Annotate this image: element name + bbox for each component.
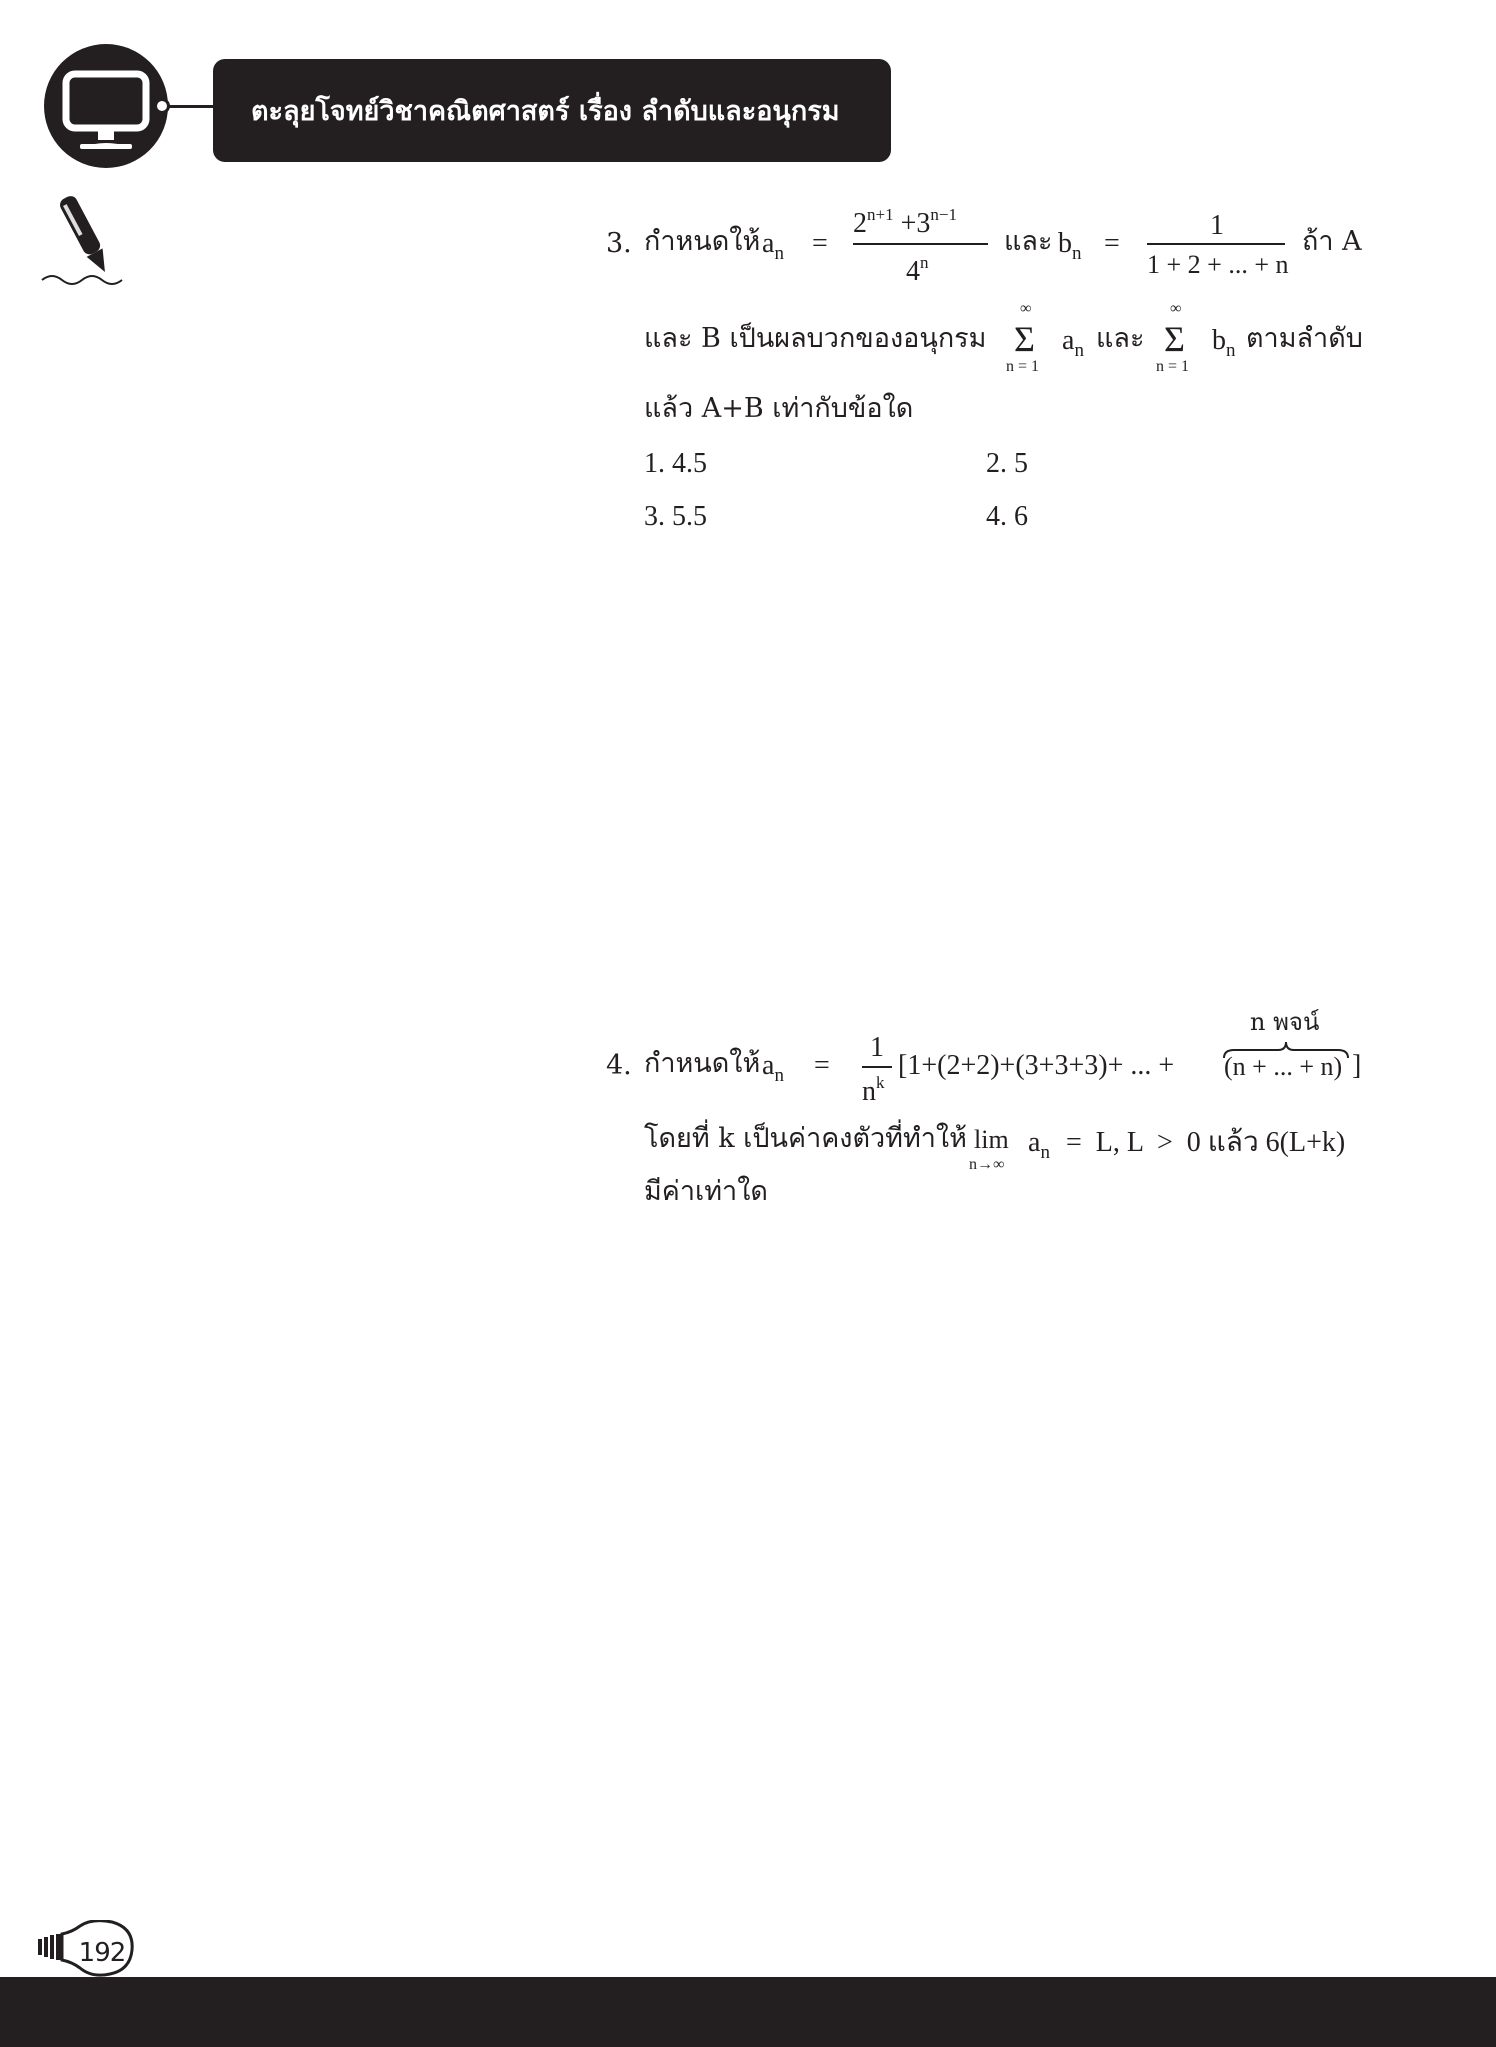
q3-sum-b-n [1212,325,1236,361]
q4-a-symbol: a [762,1050,775,1081]
q3-sigma1-lower: n = 1 [1006,358,1040,375]
q3-line2-mid: และ [1096,323,1145,354]
q4-last-term: (n + ... + n) [1224,1052,1343,1081]
q3-num-exp1: n+1 [867,205,894,224]
q4-den-base: n [862,1076,876,1107]
q3-sigma1-inf: ∞ [1020,300,1032,317]
q3-bn-numerator: 1 [1210,210,1224,241]
q4-number: 4. [606,1050,632,1081]
q3-sigma1: Σ [1014,319,1035,359]
page-number: 192 [78,1938,126,1968]
pen-icon [38,190,124,290]
footer-bar [0,1977,1496,2047]
q3-and-1: และ [1004,226,1053,257]
q3-num-exp2: n−1 [930,205,957,224]
q4-lim-a-n [1028,1127,1050,1163]
q3-sigma2-inf: ∞ [1170,300,1182,317]
q4-frac-denominator [862,1073,885,1107]
q4-fraction-line [862,1066,892,1068]
q3-if-a: ถ้า A [1302,226,1362,257]
q4-frac-numerator: 1 [870,1032,884,1063]
q3-an-numerator [853,205,957,239]
q4-den-exp: k [876,1073,885,1092]
q4-a-subscript: n [774,1065,784,1086]
q3-a-subscript: n [774,243,784,264]
q3-den-base: 4 [906,256,920,287]
q3-choice-2: 2. 5 [986,448,1028,479]
q3-number: 3. [606,228,632,259]
monitor-icon [44,44,168,168]
q3-num-base1: 2 [853,208,867,239]
q3-sum-b-symbol: b [1212,325,1226,356]
q3-sigma2: Σ [1164,319,1185,359]
q3-num-plus: + [900,208,917,239]
q4-series: [1+(2+2)+(3+3+3)+ ... + [898,1050,1175,1081]
q4-line2-end: = L, L > 0 แล้ว 6(L+k) [1066,1127,1346,1158]
q4-close-bracket: ] [1352,1050,1362,1081]
q3-intro: กำหนดให้ [644,226,761,257]
q3-equals-1: = [812,228,828,259]
header-connector-dot [154,98,170,114]
q3-sum-a-symbol: a [1062,325,1075,356]
q4-lim-subscript: n→∞ [969,1156,1005,1173]
q3-bn-denominator: 1 + 2 + ... + n [1147,250,1289,279]
q3-a-n [762,228,784,264]
q3-den-exp: n [920,253,929,272]
q3-choice-1: 1. 4.5 [644,448,707,479]
q4-lim-a-symbol: a [1028,1127,1041,1158]
q4-equals: = [814,1050,830,1081]
header-connector-line [168,105,214,108]
q4-lim-a-subscript: n [1040,1142,1050,1163]
q3-a-symbol: a [762,228,775,259]
q3-an-denominator [906,253,929,287]
q3-b-subscript: n [1072,243,1082,264]
q3-choice-4: 4. 6 [986,501,1028,532]
q4-a-n [762,1050,784,1086]
q3-line2-start: และ B เป็นผลบวกของอนุกรม [644,323,987,354]
q4-line2-start: โดยที่ k เป็นค่าคงตัวที่ทำให้ [644,1123,967,1154]
page-title: ตะลุยโจทย์วิชาคณิตศาสตร์ เรื่อง ลำดับและอนุกรม [251,96,840,127]
q4-lim: lim [974,1125,1009,1154]
q3-b-n [1058,228,1082,264]
header-icon-badge [44,44,168,168]
q3-line2-end: ตามลำดับ [1246,323,1363,354]
q3-equals-2: = [1104,228,1120,259]
q3-sigma2-lower: n = 1 [1156,358,1190,375]
q3-choice-3: 3. 5.5 [644,501,707,532]
q3-sum-b-subscript: n [1226,340,1236,361]
q3-num-base2: 3 [916,208,931,239]
q3-line3: แล้ว A+B เท่ากับข้อใด [644,393,914,424]
q3-bn-fraction-line [1147,243,1285,245]
q3-sum-a-subscript: n [1074,340,1084,361]
q4-brace-label: n พจน์ [1250,1008,1320,1036]
q3-b-symbol: b [1058,228,1072,259]
page-title-banner [213,59,891,162]
q3-sum-a-n [1062,325,1084,361]
q4-line3: มีค่าเท่าใด [644,1176,768,1207]
q3-an-fraction-line [853,243,988,245]
q4-intro: กำหนดให้ [644,1048,761,1079]
